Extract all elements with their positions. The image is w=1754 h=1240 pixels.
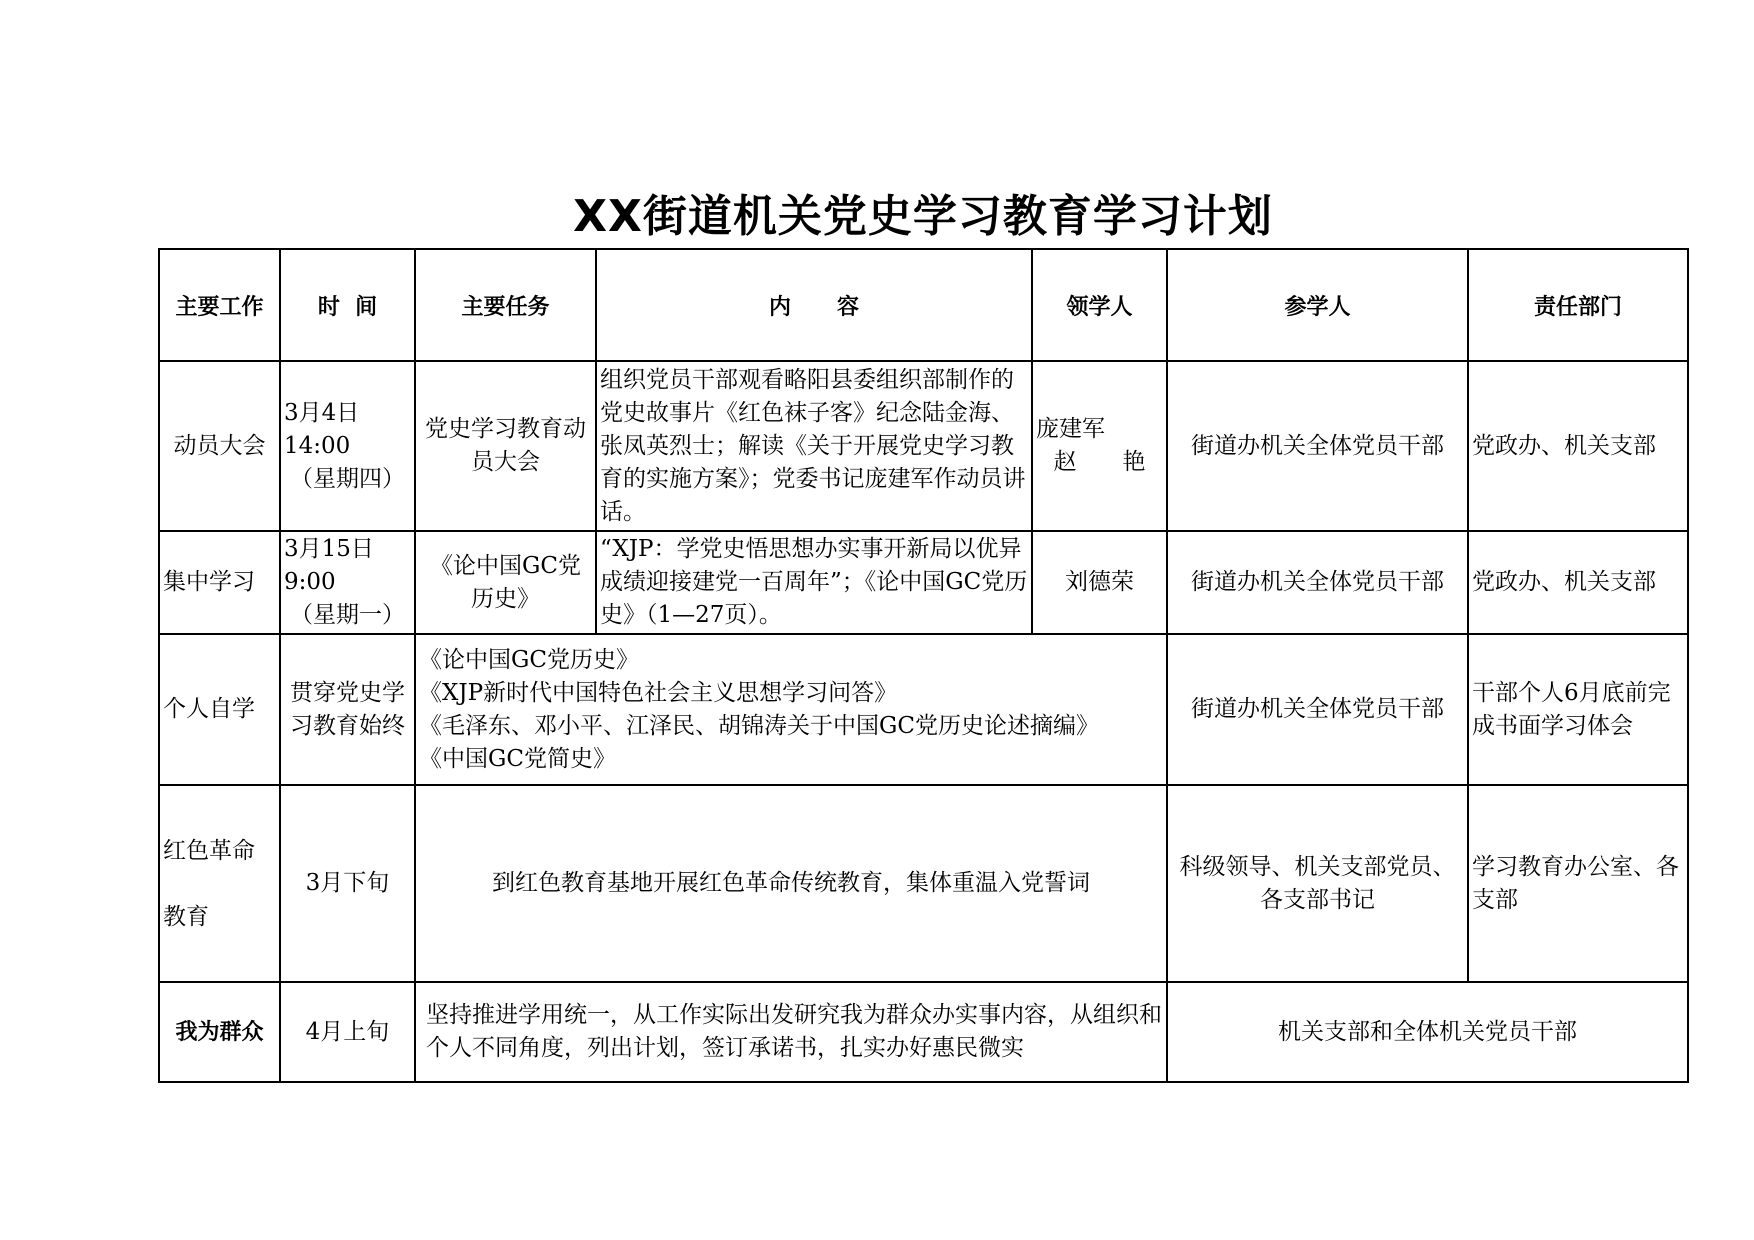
work-cell: 个人自学 bbox=[159, 634, 280, 785]
header-row bbox=[159, 249, 1688, 361]
table-row bbox=[159, 361, 1688, 531]
work-cell: 集中学习 bbox=[159, 531, 280, 634]
table-row bbox=[159, 634, 1688, 785]
content-cell bbox=[415, 634, 1167, 785]
header-time: 时 间 bbox=[280, 249, 415, 361]
book-title: 《论中国GC党历史》 bbox=[419, 646, 639, 673]
content-cell: 坚持推进学用统一，从工作实际出发研究我为群众办实事内容，从组织和个人不同角度，列出计划，签订承诺书，扎实办好惠民微实 bbox=[415, 982, 1167, 1082]
participants-cell: 街道办机关全体党员干部 bbox=[1167, 361, 1468, 531]
time-cell: 3月下旬 bbox=[280, 785, 415, 982]
participants-cell: 街道办机关全体党员干部 bbox=[1167, 634, 1468, 785]
book-title: 《XJP新时代中国特色社会主义思想学习问答》 bbox=[419, 679, 898, 706]
content-cell: 组织党员干部观看略阳县委组织部制作的党史故事片《红色袜子客》纪念陆金海、张凤英烈士；解读《关于开展党史学习教育的实施方案》；党委书记庞建军作动员讲话。 bbox=[596, 361, 1032, 531]
content-cell: 到红色教育基地开展红色革命传统教育，集体重温入党誓词 bbox=[415, 785, 1167, 982]
header-dept: 责任部门 bbox=[1468, 249, 1688, 361]
header-participants: 参学人 bbox=[1167, 249, 1468, 361]
leader-cell bbox=[1032, 361, 1167, 531]
task-cell: 党史学习教育动员大会 bbox=[415, 361, 596, 531]
participants-cell: 科级领导、机关支部党员、各支部书记 bbox=[1167, 785, 1468, 982]
header-leader: 领学人 bbox=[1032, 249, 1167, 361]
header-content: 内 容 bbox=[596, 249, 1032, 361]
dept-cell: 党政办、机关支部 bbox=[1468, 531, 1688, 634]
table-row bbox=[159, 982, 1688, 1082]
time-cell: 贯穿党史学习教育始终 bbox=[280, 634, 415, 785]
dept-cell: 干部个人6月底前完成书面学习体会 bbox=[1468, 634, 1688, 785]
leader-name: 赵 艳 bbox=[1053, 449, 1146, 475]
work-cell: 红色革命教育 bbox=[159, 785, 280, 982]
time-date: 3月4日 bbox=[284, 399, 360, 426]
table-row bbox=[159, 785, 1688, 982]
header-main-task: 主要任务 bbox=[415, 249, 596, 361]
time-hour: 14:00 bbox=[284, 432, 351, 459]
time-date: 3月15日 bbox=[284, 536, 374, 562]
leader-name: 庞建军 bbox=[1036, 416, 1105, 442]
time-cell bbox=[280, 531, 415, 634]
dept-cell: 党政办、机关支部 bbox=[1468, 361, 1688, 531]
participants-cell: 机关支部和全体机关党员干部 bbox=[1167, 982, 1688, 1082]
table-row bbox=[159, 531, 1688, 634]
time-hour: 9:00 bbox=[284, 569, 336, 595]
study-plan-table bbox=[158, 248, 1689, 1083]
work-cell: 我为群众 bbox=[159, 982, 280, 1082]
book-title: 《毛泽东、邓小平、江泽民、胡锦涛关于中国GC党历史论述摘编》 bbox=[419, 712, 1099, 739]
book-title: 《中国GC党简史》 bbox=[419, 745, 616, 772]
time-cell bbox=[280, 361, 415, 531]
page-title: XX街道机关党史学习教育学习计划 bbox=[573, 191, 1273, 242]
time-weekday: （星期四） bbox=[290, 465, 405, 492]
content-cell: “XJP：学党史悟思想办实事开新局以优异成绩迎接建党一百周年”；《论中国GC党历史》（1—27页）。 bbox=[596, 531, 1032, 634]
task-cell: 《论中国GC党历史》 bbox=[415, 531, 596, 634]
dept-cell: 学习教育办公室、各支部 bbox=[1468, 785, 1688, 982]
work-cell: 动员大会 bbox=[159, 361, 280, 531]
leader-cell: 刘德荣 bbox=[1032, 531, 1167, 634]
participants-cell: 街道办机关全体党员干部 bbox=[1167, 531, 1468, 634]
time-weekday: （星期一） bbox=[290, 602, 405, 628]
header-main-work: 主要工作 bbox=[159, 249, 280, 361]
time-cell: 4月上旬 bbox=[280, 982, 415, 1082]
